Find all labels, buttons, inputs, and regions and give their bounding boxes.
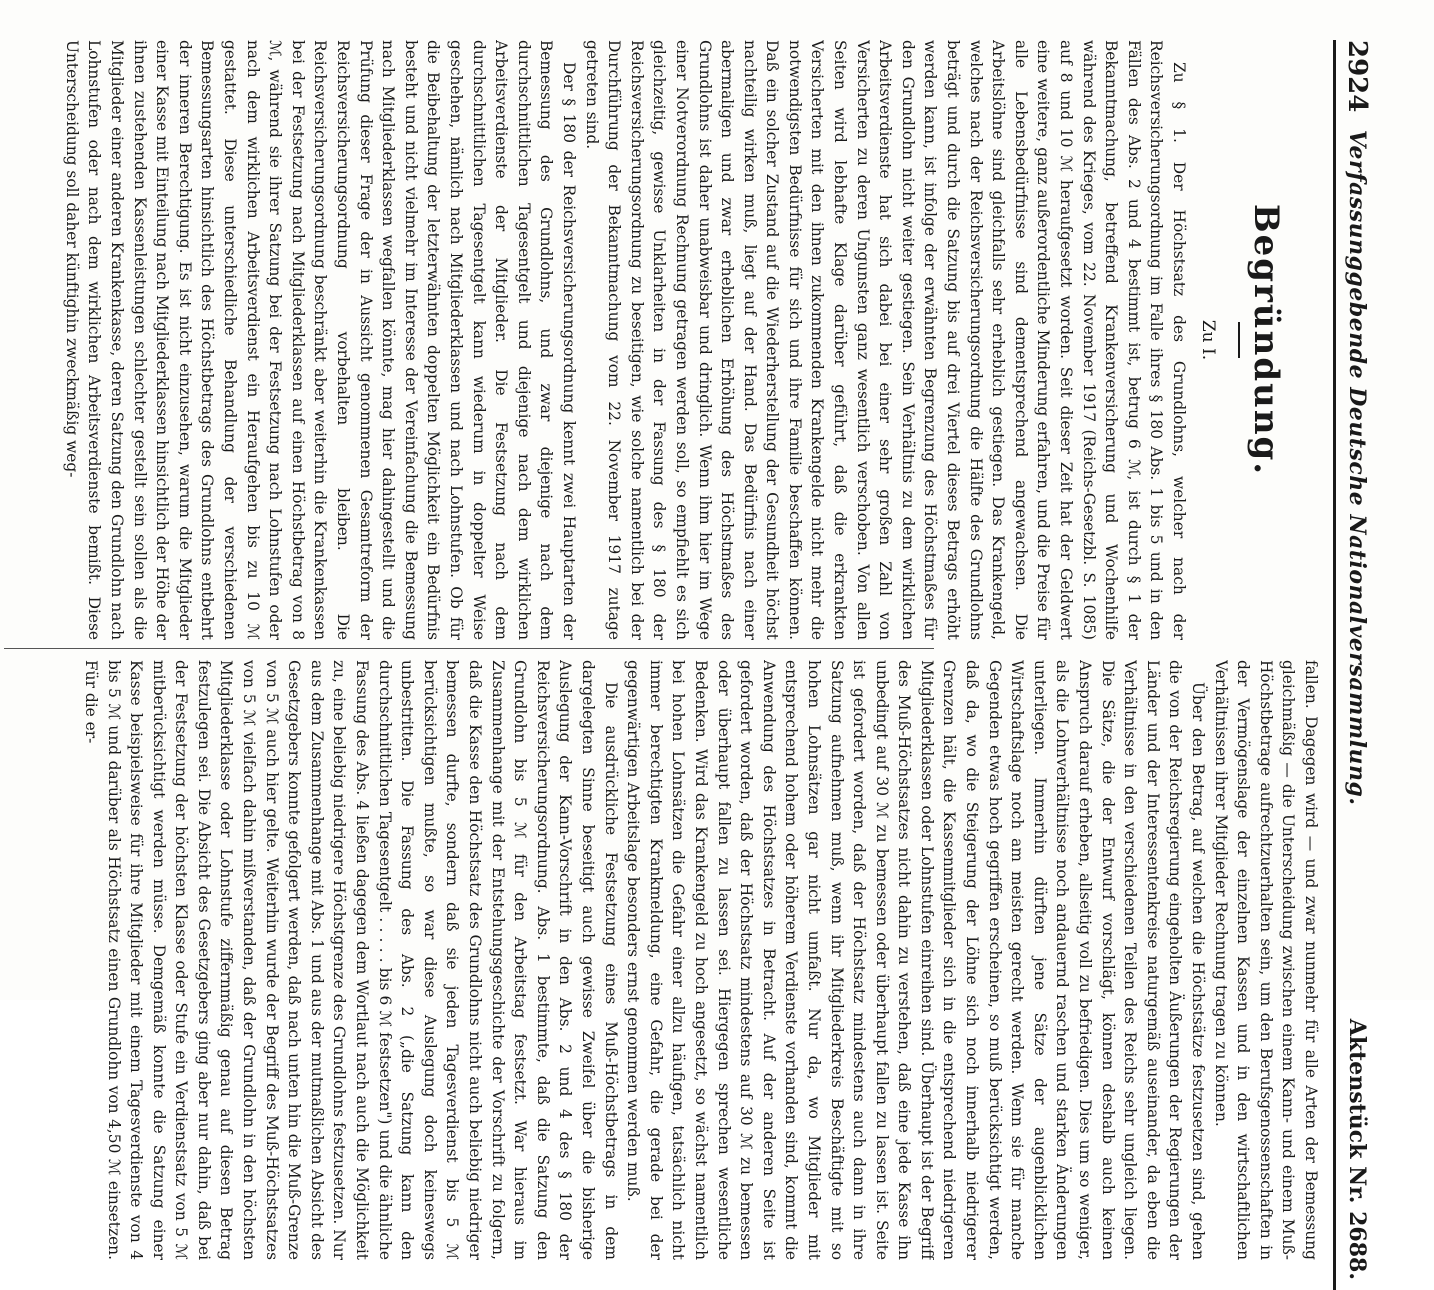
subheading: Zu I. <box>1198 319 1218 361</box>
running-title: Verfassunggebende Deutsche Nationalversammlung. <box>1344 130 1370 806</box>
document-number: Aktenstück Nr. 2688. <box>1344 1018 1370 1280</box>
paragraph: fallen. Dagegen wird — und zwar nunmehr für alle Arten der Bemessung gleichmäßig — die Unterscheidung zwischen einem Kann- und einem Muß-Höchstbetrage aufrechtzuerhalten sein, um den Berufsgenossenschaften in der Vermögenslage der einzelnen Kassen und in den wirtschaftlichen Verhältnissen ihrer Mitglieder Rechnung tragen zu können. <box>1211 660 1320 1260</box>
page-header <box>1336 40 1372 1280</box>
section-title: Begründung. <box>1246 203 1286 477</box>
paragraph: Über den Betrag, auf welchen die Höchstsätze festzusetzen sind, gehen die von der Reichsregierung eingeholten Äußerungen der Regierungen der Länder und der Interessentenkreise naturgemäß auseinander, da eben die Verhältnisse in den verschiedenen Teilen des Reichs sehr ungleich liegen. Die Sätze, die der Entwurf vorschlägt, können deshalb auch keinen Anspruch darauf erheben, allseitig voll zu befriedigen. Dies um so weniger, als die Lohnverhältnisse noch andauernd raschen und starken Änderungen unterliegen. Immerhin dürften jene Sätze der augenblicklichen Wirtschaftslage noch am meisten gerecht werden. Wenn sie für manche Gegenden etwas hoch gegriffen erscheinen, so muß berücksichtigt werden, daß da, wo die Steigerung der Löhne sich noch innerhalb niedrigerer Grenzen hält, die Kassenmitglieder sich in die entsprechend niedrigeren Mitgliederklassen oder Lohnstufen einreihen sind. Überhaupt ist der Begriff des Muß-Höchstsatzes nicht dahin zu verstehen, daß eine jede Kasse ihn unbedingt auf 30 ℳ zu bemessen oder überhaupt fallen zu lassen ist. Seite ist gefordert worden, daß der Höchstsatz mindestens auch dann in ihre Satzung aufnehmen muß, wenn ihr Mitgliederkreis Beschäftigte mit so hohen Lohnsätzen gar nicht umfaßt. Nur da, wo Mitglieder mit entsprechend hohem oder höherem Verdienste vorhanden sind, kommt die Anwendung des Höchstsatzes in Betracht. Auf der anderen Seite ist gefordert worden, daß der Höchstsatz mindestens auf 30 ℳ zu bemessen oder überhaupt fallen zu lassen sei. Hiergegen sprechen wesentliche Bedenken. Wird das Krankengeld zu hoch angesetzt, so wächst namentlich bei hohen Lohnsätzen die Gefahr einer allzu häufigen, tatsächlich nicht immer berechtigten Krankmeldung, eine Gefahr, die gerade bei der gegenwärtigen Arbeitslage besonders ernst genommen werden muß. <box>624 660 1208 1260</box>
paragraph: Der § 180 der Reichsversicherungsordnung kennt zwei Hauptarten der Bemessung des Grundlohns, und zwar diejenige nach dem durchschnittlichen Tagesentgelt und diejenige nach dem wirklichen Arbeitsverdienste der Mitglieder. Die Festsetzung nach dem durchschnittlichen Tagesentgelt kann wiederum in doppelter Weise geschehen, nämlich nach Mitgliederklassen und nach Lohnstufen. Ob für die Beibehaltung der letzterwähnten doppelten Möglichkeit ein Bedürfnis besteht und nicht vielmehr im Interesse der Vereinfachung die Bemessung nach Mitgliederklassen wegfallen könnte, mag hier dahingestellt und die Prüfung dieser Frage der in Aussicht genommenen Gesamtreform der Reichsversicherungsordnung vorbehalten bleiben. Die Reichsversicherungsordnung beschränkt aber weiterhin die Krankenkassen bei der Festsetzung nach Mitgliederklassen auf einen Höchstbetrag von 8 ℳ, während sie ihrer Satzung bei der Festsetzung nach Lohnstufen oder nach dem wirklichen Arbeitsverdienst ein Heraufgehen bis zu 10 ℳ gestattet. Diese unterschiedliche Behandlung der verschiedenen Bemessungsarten hinsichtlich des Höchstbetrags des Grundlohns entbehrt der inneren Berechtigung. Es ist nicht einzusehen, warum die Mitglieder einer Kasse mit Einteilung nach Mitgliederklassen hinsichtlich der Höhe der ihnen zustehenden Kassenleistungen schlechter gestellt sein sollen als die Mitglieder einer anderen Krankenkasse, deren Satzung den Grundlohn nach Lohnstufen oder nach dem wirklichen Arbeitsverdienste bemißt. Diese Unterscheidung soll daher künftighin zweckmäßig weg- <box>62 40 578 640</box>
paragraph: Die ausdrückliche Festsetzung eines Muß-Höchstbetrags in dem dargelegten Sinne beseitigt auch gewisse Zweifel über die bisherige Auslegung der Kann-Vorschrift in den Abs. 2 und 4 des § 180 der Reichsversicherungsordnung. Abs. 1 bestimmte, daß die Satzung den Grundlohn bis 5 ℳ für den Arbeitstag festsetzt. War hieraus im Zusammenhange mit der Entstehungsgeschichte der Vorschrift zu folgern, daß die Kasse den Höchstsatz des Grundlohns nicht auch beliebig niedriger bemessen durfte, sondern daß sie jeden Tagesverdienst bis 5 ℳ berücksichtigen mußte, so war diese Auslegung doch keineswegs unbestritten. Die Fassung des Abs. 2 („die Satzung kann den durchschnittlichen Tagesentgelt . . . . . bis 6 ℳ festsetzen") und die ähnliche Fassung des Abs. 4 ließen dagegen dem Wortlaut nach auch die Möglichkeit zu, eine beliebig niedrigere Höchstgrenze des Grundlohns festzusetzen. Nur aus dem Zusammenhange mit Abs. 1 und aus der mutmaßlichen Absicht des Gesetzgebers konnte gefolgert werden, daß nach unten hin die Muß-Grenze von 5 ℳ auch hier gelte. Weiterhin wurde der Begriff des Muß-Höchstsatzes von 5 ℳ vielfach dahin mißverstanden, daß der Grundlohn in den höchsten Mitgliederklasse oder Lohnstufe ziffernmäßig genau auf diesen Betrag festzulegen sei. Die Absicht des Gesetzgebers ging aber nur dahin, daß bei der Festsetzung der höchsten Klasse oder Stufe ein Verdienstsatz von 5 ℳ mitberücksichtigt werden müsse. Demgemäß konnte die Satzung einer Kasse beispielsweise für ihre Mitglieder mit einem Tagesverdienste von 4 bis 5 ℳ und darüber als Höchstsatz einen Grundlohn von 4,50 ℳ einsetzen. Für die er- <box>81 660 620 1260</box>
column-divider <box>4 648 934 649</box>
right-column <box>2 660 1322 1260</box>
paragraph: Zu § 1. Der Höchstsatz des Grundlohns, welcher nach der Reichsversicherungsordnung im Falle ihres § 180 Abs. 1 bis 5 und in den Fällen des Abs. 2 und 4 bestimmt ist, betrug 6 ℳ, ist durch § 1 der Bekanntmachung, betreffend Krankenversicherung und Wochenhilfe während des Krieges, vom 22. November 1917 (Reichs-Gesetzbl. S. 1085) auf 8 und 10 ℳ heraufgesetzt worden. Seit dieser Zeit hat der Geldwert eine weitere, ganz außerordentliche Minderung erfahren, und die Preise für alle Lebensbedürfnisse sind dementsprechend angewachsen. Die Arbeitslöhne sind gleichfalls sehr erheblich gestiegen. Das Krankengeld, welches nach der Reichsversicherungsordnung die Hälfte des Grundlohns beträgt und durch die Satzung bis auf drei Viertel dieses Betrags erhöht werden kann, ist infolge der erwähnten Begrenzung des Höchstmaßes für den Grundlohn nicht weiter gestiegen. Sein Verhältnis zu dem wirklichen Arbeitsverdienste hat sich dabei bei einer sehr großen Zahl von Versicherten zu deren Ungunsten ganz wesentlich verschoben. Von allen Seiten wird lebhafte Klage darüber geführt, daß die erkrankten Versicherten mit den ihnen zukommenden Krankengelde nicht mehr die notwendigsten Bedürfnisse für sich und ihre Familie beschaffen können. Daß ein solcher Zustand auf die Wiederherstellung der Gesundheit höchst nachteilig wirken muß, liegt auf der Hand. Das Bedürfnis nach einer abermaligen und zwar erheblichen Erhöhung des Höchstmaßes des Grundlohns ist daher unabweisbar und dringlich. Wenn ihm hier im Wege einer Notverordnung Rechnung getragen werden soll, so empfiehlt es sich gleichzeitig, gewisse Unklarheiten in der Fassung des § 180 der Reichsversicherungsordnung zu beseitigen, wie solche namentlich bei der Durchführung der Bekanntmachung vom 22. November 1917 zutage getreten sind. <box>582 40 1188 640</box>
left-column <box>2 40 1322 640</box>
header-rule <box>1333 40 1336 1290</box>
page-number: 2924 <box>1342 40 1372 113</box>
title-rule <box>1238 322 1240 358</box>
